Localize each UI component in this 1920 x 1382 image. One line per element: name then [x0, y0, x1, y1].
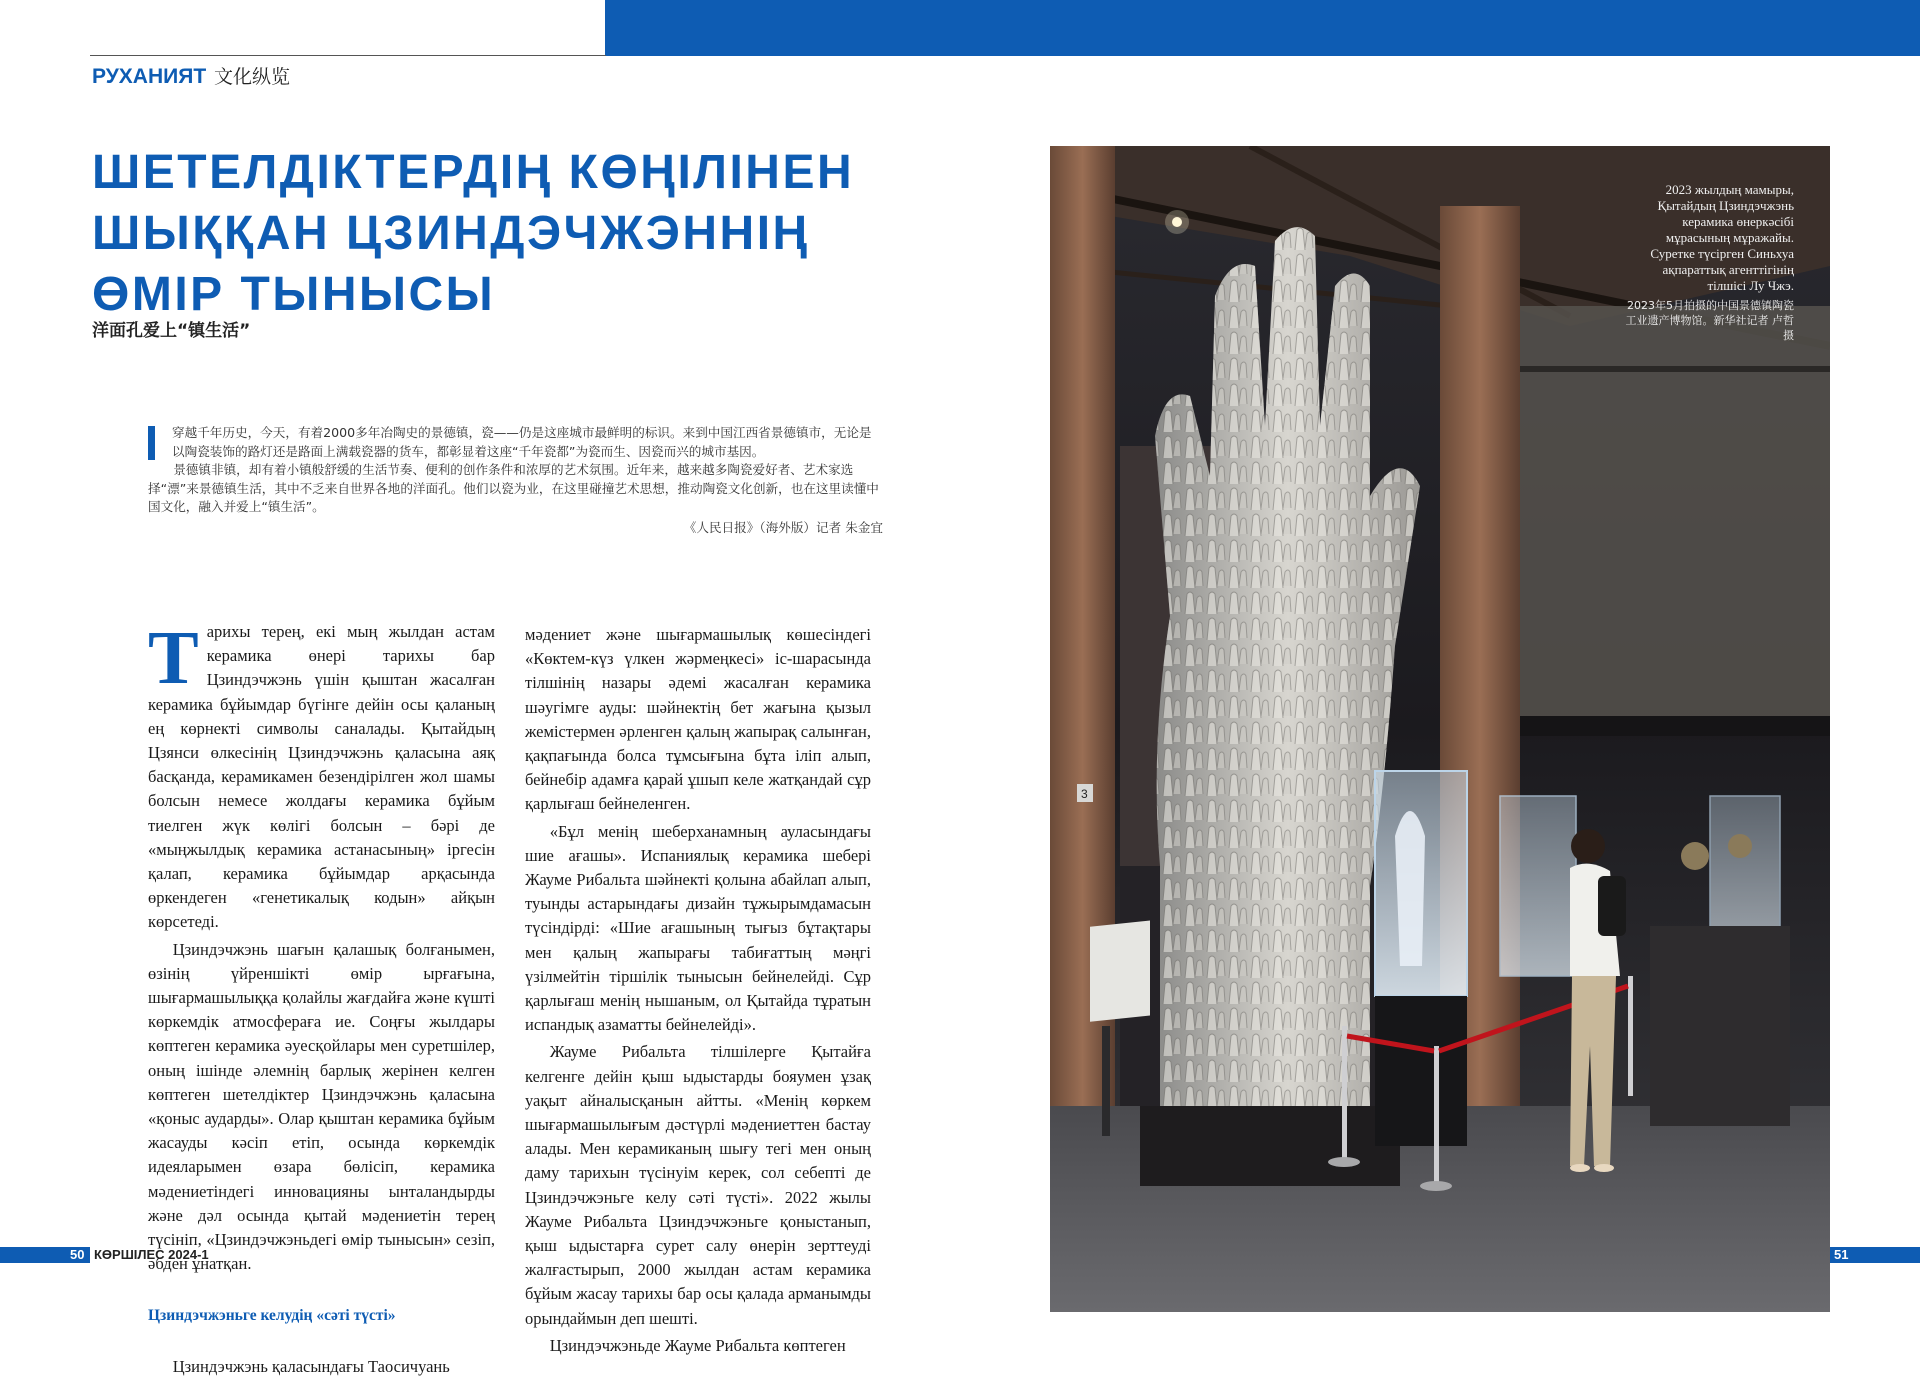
body-text: арихы терең, екі мың жылдан астам керамика өнері тарихы бар Цзиндэчжэнь үшін қыштан жасалған керамика бұйымдар бүгінге дейін осы қаланың ең көрнекті символы саналады. Қытайдың Цзянси өлкесінің Цзиндэчжэнь қаласына аяқ басқанда, керамикамен безендірілген жол шамы болсын немесе жолдағы керамика бұйым тиелген жүк көлігі болсын – бәрі де «мыңжылдық керамика астанасының» іргесін қалап, керамика бұйымдар арқасында өркендеген «генетикалық кодын» айқын көрсетеді.: [148, 622, 495, 932]
header-accent-bar: [605, 0, 1920, 56]
intro-block: [148, 424, 883, 538]
magazine-name: КӨРШІЛЕС 2024-1: [94, 1247, 209, 1262]
body-column-left: [148, 616, 495, 1382]
header-rule: [90, 55, 606, 56]
body-paragraph: [148, 616, 495, 935]
body-column-right: [525, 623, 871, 1361]
page-number-left: 50: [70, 1247, 85, 1262]
photo-caption: [1624, 182, 1794, 343]
intro-paragraph: 穿越千年历史，今天，有着2000多年冶陶史的景德镇，瓷——仍是这座城市最鲜明的标识。来到中国江西省景德镇市，无论是以陶瓷装饰的路灯还是路面上满载瓷器的货车，都彰显着这座“千年瓷都”为瓷而生、因瓷而兴的城市基因。: [172, 425, 872, 459]
body-paragraph: Цзиндэчжэньде Жауме Рибальта көптеген: [549, 1335, 846, 1355]
photo-caption-kazakh: 2023 жылдың мамыры, Қытайдың Цзиндэчжэнь керамика өнеркәсібі мұрасының мұражайы. Суретке түсірген Синьхуа ақпараттық агенттігінің тілшісі Лу Чжэ.: [1650, 182, 1794, 293]
intro-credit: 《人民日报》（海外版）记者 朱金宜: [683, 519, 883, 535]
drop-cap: Т: [148, 616, 199, 700]
subheading: Цзиндэчжэньге келудің «сәті түсті»: [148, 1307, 396, 1325]
body-paragraph: Цзиндэчжэнь шағын қалашық болғанымен, өзінің үйреншікті өмір ырғағына, шығармашылыққа қолайлы жағдайға және күшті көркемдік атмосфераға ие. Соңғы жылдары көптеген керамика әуесқойлары мен суретшілер, оның ішінде әлемнің барлық жерінен келген көптеген шетелдіктер Цзиндэчжэнь қаласына «қоныс аударды». Олар қыштан керамика бұйым жасауды кәсіп етіп, осында көркемдік идеяларымен өзара бөлісіп, керамика мәдениетіндегі инновацияны ынталандырды және дәл осында қытай мәдениетін терең түсініп, «Цзиндэчжэньдегі өмір тынысын» сезіп, әбден ұнатқан.: [148, 939, 495, 1274]
body-paragraph: мәдениет және шығармашылық көшесіндегі «Көктем-күз үлкен жәрмеңкесі» іс-шарасында тілшінің назары әдемі жасалған керамика шәугімге ауды: шәйнектің бет жағына қызыл жемістермен әрленген қалың жапырақ салынған, қақпағында болса тұмсығына бұта іліп алып, бейнебір адамға қарай ұшып келе жатқандай сұр қарлығаш бейнеленген.: [525, 625, 871, 814]
body-paragraph: «Бұл менің шеберханамның ауласындағы шие ағашы». Испаниялық керамика шебері Жауме Рибальта шәйнекті қолына абайлап алып, туынды астарындағы дизайн тұжырымдамасын түсіндірді: «Шие ағашының тығыз бұтақтары мен қалың жапырағы табиғаттың мәңгі үзілмейтін тіршілік тынысын бейнелейді. Сұр қарлығаш менің нышаным, ол Қытайда тұратын испандық азаматты бейнелейді».: [525, 821, 871, 1035]
section-name-zh: 文化纵览: [214, 66, 291, 88]
body-paragraph: Цзиндэчжэнь қаласындағы Таосичуань: [172, 1356, 450, 1376]
wall-sign-number: 3: [1081, 787, 1088, 801]
body-paragraph: Жауме Рибальта тілшілерге Қытайға келгенге дейін қыш ыдыстарды бояумен ұзақ уақыт айналысқанын айтты. «Менің көркем шығармашылығым дәстүрлі мәдениеттен бастау алады. Мен керамиканың шығу тегі мен оның даму тарихын түсінуім керек, сол себепті де Цзиндэчжэньге келу сәті түсті». 2022 жылы Жауме Рибальта Цзиндэчжэньге қоныстанып, қыш ыдыстарға сурет салу өнерін зерттеуді жалғастырып, 2000 жылдан астам керамика бұйым жасау тарихы бар осы қалада арманымды орындаймын деп шешті.: [525, 1042, 871, 1328]
section-name: РУХАНИЯТ: [92, 65, 207, 88]
page-number-right: 51: [1834, 1247, 1849, 1262]
article-title: ШЕТЕЛДІКТЕРДІҢ КӨҢІЛІНЕН ШЫҚҚАН ЦЗИНДЭЧЖЭННІҢ ӨМІР ТЫНЫСЫ: [92, 146, 855, 321]
photo-caption-chinese: 2023年5月拍摄的中国景德镇陶瓷工业遗产博物馆。新华社记者 卢哲 摄: [1625, 299, 1794, 342]
section-label: [92, 62, 290, 89]
museum-photo: [1050, 146, 1830, 1312]
article-title-zh: 洋面孔爱上“镇生活”: [92, 321, 251, 341]
intro-paragraph: 景德镇非镇，却有着小镇般舒缓的生活节奏、便利的创作条件和浓厚的艺术氛围。近年来，越来越多陶瓷爱好者、艺术家选择“漂”来景德镇生活，其中不乏来自世界各地的洋面孔。他们以瓷为业，在这里碰撞艺术思想，推动陶瓷文化创新，也在这里读懂中国文化，融入并爱上“镇生活”。: [148, 462, 879, 515]
